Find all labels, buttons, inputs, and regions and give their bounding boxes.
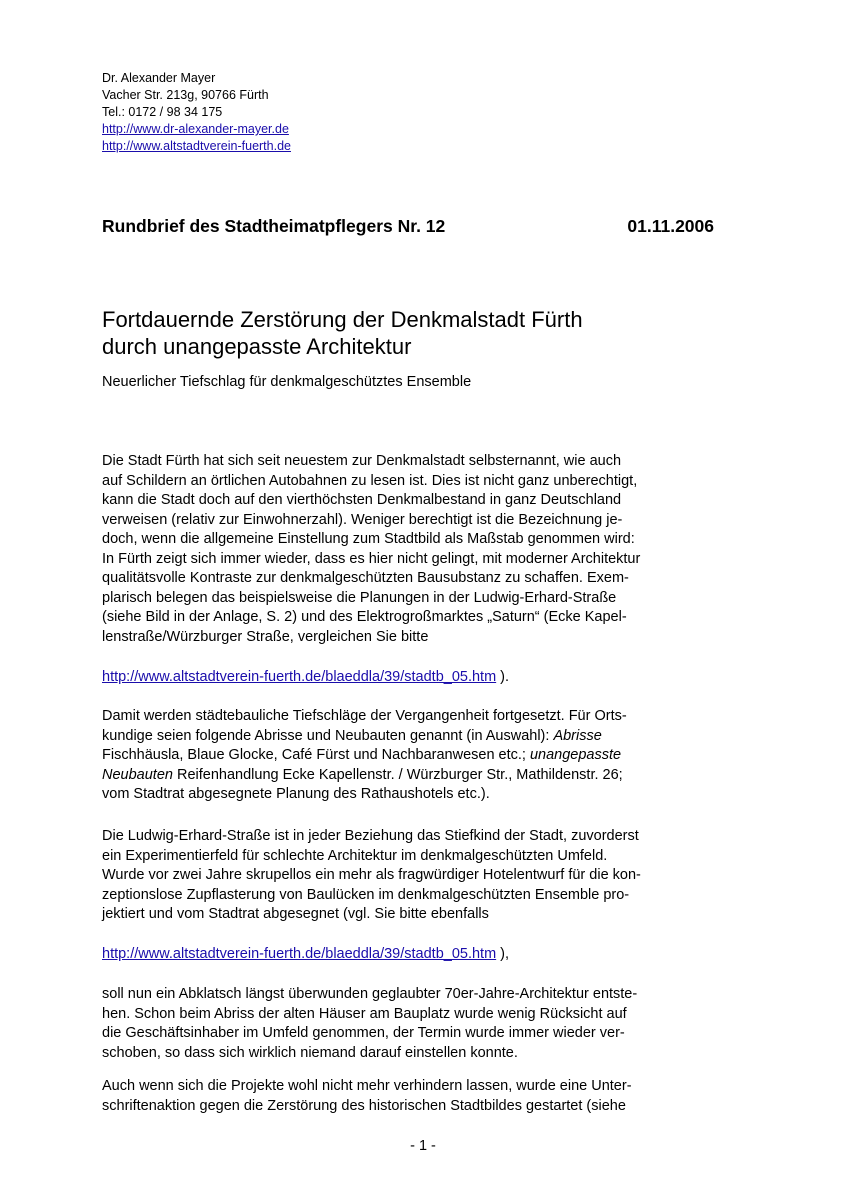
text-line: (siehe Bild in der Anlage, S. 2) und des Elektrogroßmarktes „Saturn“ (Ecke Kapel- bbox=[102, 609, 627, 625]
text-line: die Geschäftsinhaber im Umfeld genommen, der Termin wurde immer wieder ver- bbox=[102, 1025, 625, 1041]
article-subtitle: Neuerlicher Tiefschlag für denkmalgeschütztes Ensemble bbox=[102, 374, 472, 390]
text-line: hen. Schon beim Abriss der alten Häuser am Bauplatz wurde wenig Rücksicht auf bbox=[102, 1005, 627, 1022]
text-line: Die Stadt Fürth hat sich seit neuestem zur Denkmalstadt selbsternannt, wie auch bbox=[102, 453, 622, 469]
stadtbild-link[interactable]: http://www.altstadtverein-fuerth.de/blaeddla/39/stadtb_05.htm bbox=[102, 669, 497, 685]
text-line: doch, wenn die allgemeine Einstellung zum Stadtbild als Maßstab genommen wird: bbox=[102, 531, 635, 547]
author-name: Dr. Alexander Mayer bbox=[102, 71, 216, 85]
paragraph-5 bbox=[102, 1077, 730, 1116]
altstadtverein-link[interactable]: http://www.altstadtverein-fuerth.de bbox=[102, 139, 291, 153]
article-title-line: durch unangepasste Architektur bbox=[102, 334, 412, 359]
text-line: lenstraße/Würzburger Straße, vergleichen Sie bitte bbox=[102, 628, 429, 645]
text-line: verweisen (relativ zur Einwohnerzahl). Weniger berechtigt ist die Bezeichnung je- bbox=[102, 511, 623, 528]
italic-term: Abrisse bbox=[553, 727, 602, 744]
text-line: ein Experimentierfeld für schlechte Architektur im denkmalgeschützten Umfeld. bbox=[102, 847, 608, 864]
paragraph-4 bbox=[102, 985, 730, 1063]
text-line: schoben, so dass sich wirklich niemand darauf einstellen konnte. bbox=[102, 1044, 518, 1061]
url-line-2 bbox=[102, 945, 730, 965]
text-line: plarisch belegen das beispielsweise die Planungen in der Ludwig-Erhard-Straße bbox=[102, 589, 617, 606]
text-line: Damit werden städtebauliche Tiefschläge der Vergangenheit fortgesetzt. Für Orts- bbox=[102, 708, 627, 724]
author-phone: Tel.: 0172 / 98 34 175 bbox=[102, 105, 223, 119]
paragraph-3 bbox=[102, 827, 730, 925]
text-line: kann die Stadt doch auf den vierthöchsten Denkmalbestand in ganz Deutschland bbox=[102, 492, 622, 508]
website-link[interactable]: http://www.dr-alexander-mayer.de bbox=[102, 122, 289, 136]
article-title-line: Fortdauernde Zerstörung der Denkmalstadt Fürth bbox=[102, 307, 583, 332]
text-line: schriftenaktion gegen die Zerstörung des historischen Stadtbildes gestartet (siehe bbox=[102, 1097, 626, 1114]
text-line: qualitätsvolle Kontraste zur denkmalgeschützten Bausubstanz zu schaffen. Exem- bbox=[102, 570, 629, 586]
stadtbild-link[interactable]: http://www.altstadtverein-fuerth.de/blaeddla/39/stadtb_05.htm bbox=[102, 946, 497, 962]
text-line: vom Stadtrat abgesegnete Planung des Rathaushotels etc.). bbox=[102, 786, 490, 802]
text-line: Die Ludwig-Erhard-Straße ist in jeder Beziehung das Stiefkind der Stadt, zuvorderst bbox=[102, 828, 639, 844]
text-segment: Reifenhandlung Ecke Kapellenstr. / Würzburger Str., Mathildenstr. 26; bbox=[172, 766, 623, 783]
text-line: jektiert und vom Stadtrat abgesegnet (vgl. Sie bitte ebenfalls bbox=[102, 906, 489, 922]
newsletter-heading bbox=[102, 214, 714, 238]
article-title bbox=[102, 306, 742, 360]
text-segment: kundige seien folgende Abrisse und Neubauten genannt (in Auswahl): bbox=[102, 727, 554, 744]
url-line-1 bbox=[102, 668, 730, 688]
url-suffix: ). bbox=[496, 669, 510, 685]
paragraph-1 bbox=[102, 452, 730, 647]
url-suffix: ), bbox=[496, 946, 510, 962]
text-line: zeptionslose Zupflasterung von Baulücken im denkmalgeschützten Ensemble pro- bbox=[102, 886, 630, 903]
letterhead bbox=[102, 70, 291, 155]
text-line: auf Schildern an örtlichen Autobahnen zu lesen ist. Dies ist nicht ganz unberechtigt, bbox=[102, 472, 638, 489]
text-line: soll nun ein Abklatsch längst überwunden geglaubter 70er-Jahre-Architektur entste- bbox=[102, 986, 638, 1002]
text-line: Auch wenn sich die Projekte wohl nicht mehr verhindern lassen, wurde eine Unter- bbox=[102, 1078, 632, 1094]
text-segment: Fischhäusla, Blaue Glocke, Café Fürst und Nachbaranwesen etc.; bbox=[102, 747, 530, 763]
paragraph-2 bbox=[102, 707, 730, 805]
page-number: - 1 - bbox=[410, 1138, 436, 1154]
italic-term: Neubauten bbox=[102, 766, 173, 783]
italic-term: unangepasste bbox=[529, 747, 622, 763]
text-line: In Fürth zeigt sich immer wieder, dass es hier nicht gelingt, mit moderner Architektur bbox=[102, 550, 641, 567]
text-line: Wurde vor zwei Jahre skrupellos ein mehr als fragwürdiger Hotelentwurf für die kon- bbox=[102, 867, 641, 883]
newsletter-date: 01.11.2006 bbox=[627, 216, 714, 236]
newsletter-title: Rundbrief des Stadtheimatpflegers Nr. 12 bbox=[102, 216, 446, 236]
author-address: Vacher Str. 213g, 90766 Fürth bbox=[102, 88, 269, 102]
